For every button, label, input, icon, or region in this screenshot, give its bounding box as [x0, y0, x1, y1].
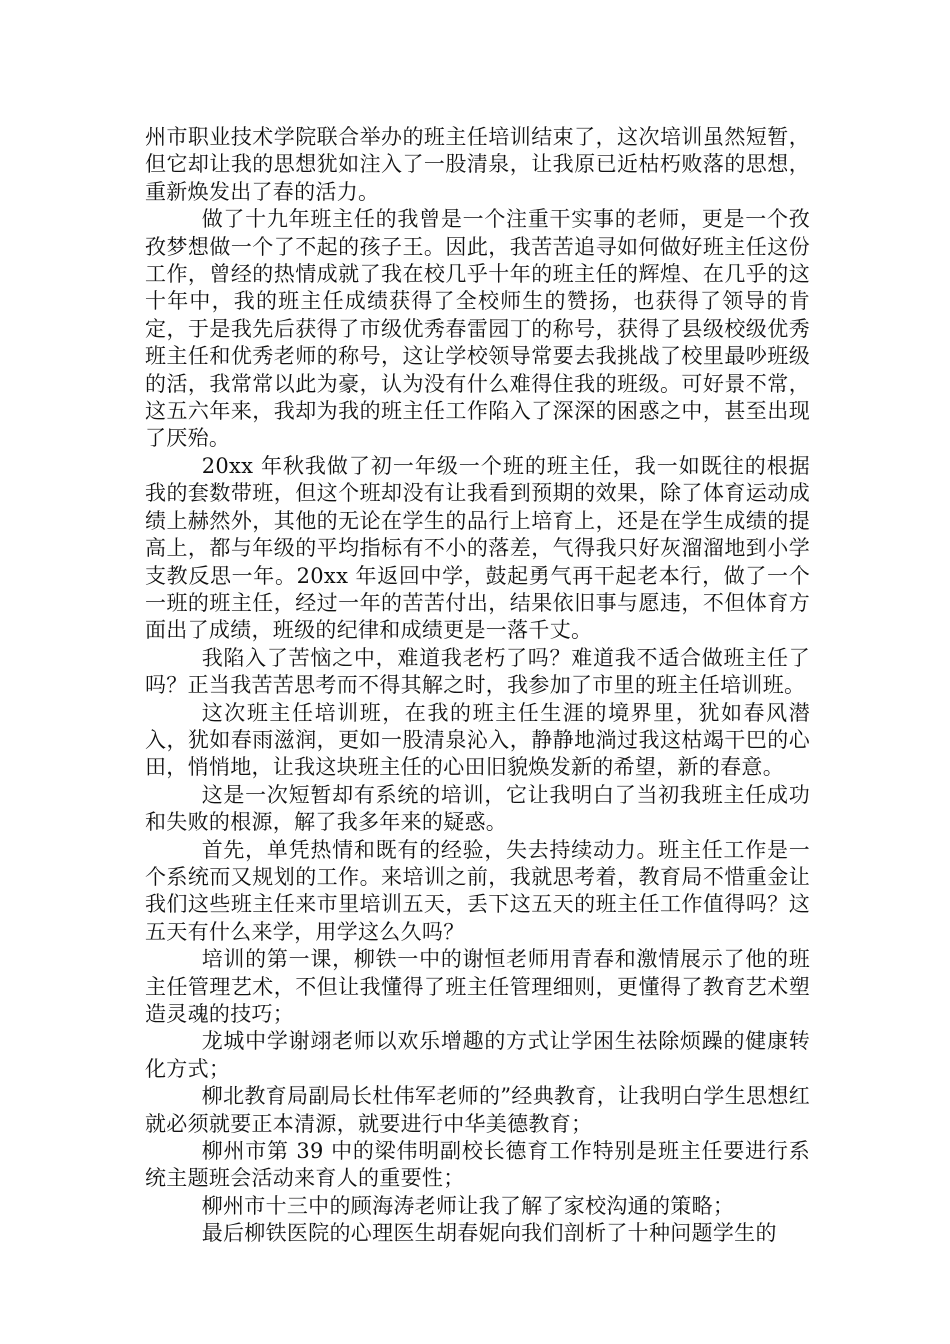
paragraph-system: 这是一次短暂却有系统的培训，它让我明白了当初我班主任成功和失败的根源，解了我多年来的疑惑。	[145, 782, 810, 835]
paragraph-doubt: 我陷入了苦恼之中，难道我老朽了吗？难道我不适合做班主任了吗？正当我苦苦思考而不得其解之时，我参加了市里的班主任培训班。	[145, 645, 810, 698]
paragraph-lesson-four: 柳州市第 39 中的梁伟明副校长德育工作特别是班主任要进行系统主题班会活动来育人的重要性；	[145, 1139, 810, 1191]
paragraph-setback: 20xx 年秋我做了初一年级一个班的班主任，我一如既往的根据我的套数带班，但这个班却没有让我看到预期的效果，除了体育运动成绩上赫然外，其他的无论在学生的品行上培育上，还是在学生成绩的提高上，都与年级的平均指标有不小的落差，气得我只好灰溜溜地到小学支教反思一年。20xx 年返回中学，鼓起勇气再干起老本行，做了一个一班的班主任，经过一年的苦苦付出，结果依旧事与愿违，不但体育方面出了成绩，班级的纪律和成绩更是一落千丈。	[145, 453, 810, 643]
paragraph-lesson-two: 龙城中学谢翊老师以欢乐增趣的方式让学困生祛除烦躁的健康转化方式；	[145, 1029, 810, 1081]
paragraph-experience: 做了十九年班主任的我曾是一个注重干实事的老师，更是一个孜孜梦想做一个了不起的孩子王。因此，我苦苦追寻如何做好班主任这份工作，曾经的热情成就了我在校几乎十年的班主任的辉煌、在几乎的这十年中，我的班主任成绩获得了全校师生的赞扬，也获得了领导的肯定，于是我先后获得了市级优秀春雷园丁的称号，获得了县级校级优秀班主任和优秀老师的称号，这让学校领导常要去我挑战了校里最吵班级的活，我常常以此为豪，认为没有什么难得住我的班级。可好景不常，这五六年来，我却为我的班主任工作陷入了深深的困惑之中，甚至出现了厌殆。	[145, 207, 810, 451]
paragraph-spring: 这次班主任培训班，在我的班主任生涯的境界里，犹如春风潜入，犹如春雨滋润，更如一股清泉沁入，静静地淌过我这枯竭干巴的心田，悄悄地，让我这块班主任的心田旧貌焕发新的希望，新的春意。	[145, 700, 810, 780]
paragraph-lesson-five: 柳州市十三中的顾海涛老师让我了解了家校沟通的策略；	[201, 1193, 735, 1218]
document-body	[145, 124, 810, 1248]
paragraph-lesson-six: 最后柳铁医院的心理医生胡春妮向我们剖析了十种问题学生的	[201, 1221, 777, 1246]
paragraph-intro: 州市职业技术学院联合举办的班主任培训结束了，这次培训虽然短暂，但它却让我的思想犹如注入了一股清泉，让我原已近枯朽败落的思想，重新焕发出了春的活力。	[145, 125, 810, 204]
paragraph-lesson-three: 柳北教育局副局长杜伟军老师的”经典教育，让我明白学生思想红就必须就要正本清源，就要进行中华美德教育；	[145, 1084, 810, 1136]
paragraph-first-point: 首先，单凭热情和既有的经验，失去持续动力。班主任工作是一个系统而又规划的工作。来培训之前，我就思考着，教育局不惜重金让我们这些班主任来市里培训五天，丢下这五天的班主任工作值得吗？这五天有什么来学，用学这么久吗？	[145, 837, 810, 944]
paragraph-lesson-one: 培训的第一课，柳铁一中的谢恒老师用青春和激情展示了他的班主任管理艺术，不但让我懂得了班主任管理细则，更懂得了教育艺术塑造灵魂的技巧；	[145, 947, 810, 1026]
